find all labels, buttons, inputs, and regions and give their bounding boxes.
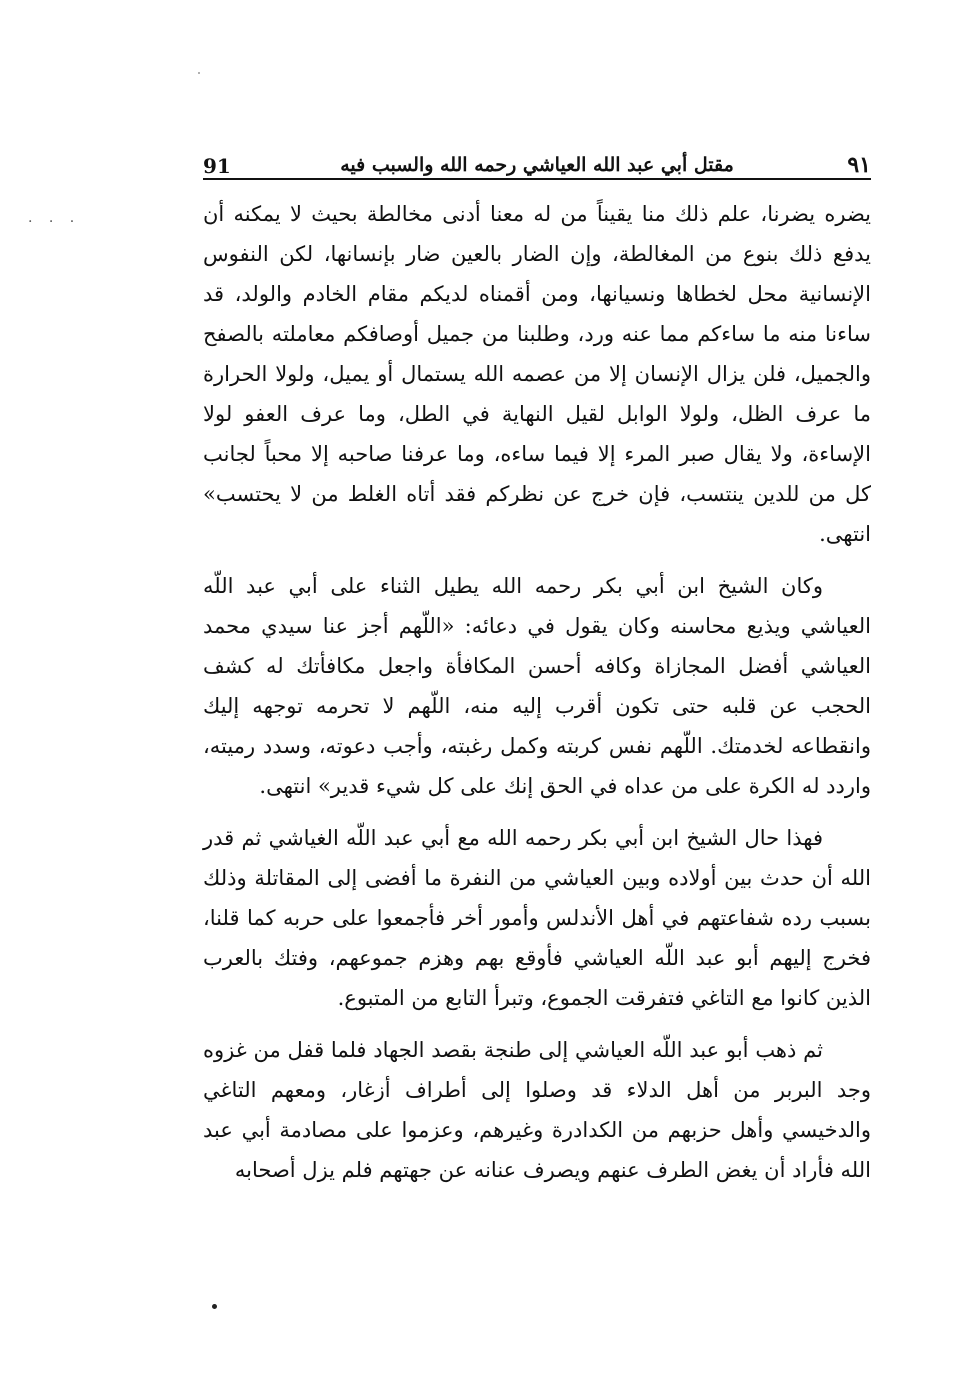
speck-mark xyxy=(198,72,200,74)
paragraph-1: يضره يضرنا، علم ذلك منا يقيناً من له معنا أدنى مخالطة بحيث لا يمكنه أن يدفع ذلك بنوع من المغالطة، وإن الضار بالعين ضار بإنسانها، لكن النفوس الإنسانية محل لخطاها ونسيانها، ومن أقمناه لديكم مقام الخادم والولد، قد ساءنا منه ما ساءكم مما عنه ورد، وطلبنا من جميل أوصافكم معاملته بالصفح والجميل، فلن يزال الإنسان إلا من عصمه الله يستمال أو يميل، ولولا الحرارة ما عرف الظل، ولولا الوابل لقيل النهاية في الطل، وما عرف العفو لولا الإساءة، ولا يقال صبر المرء إلا فيما ساءه، وما عرفنا صاحبه إلا محباً لجانب كل من للدين ينتسب، فإن خرج عن نظركم فقد أتاه الغلط من لا يحتسب» انتهى. xyxy=(203,202,871,546)
page-number-arabic: ٩١ xyxy=(847,152,871,178)
paragraph-2: وكان الشيخ ابن أبي بكر رحمه الله يطيل الثناء على أبي عبد اللّه العياشي ويذيع محاسنه وكان يقول في دعائه: «اللّهم أجز عنا سيدي محمد العياشي أفضل المجازاة وكافه أحسن المكافأة واجعل مكافأتك له كشف الحجب عن قلبه حتى تكون أقرب إليه منه، اللّهم لا تحرمه توجهه إليك وانقطاعه لخدمتك. اللّهم نفس كربته وكمل رغبته، وأجب دعوته، وسدد رميته، واردد له الكرة على من عداه في الحق إنك على كل شيء قدير» انتهى. xyxy=(203,574,871,798)
running-title: مقتل أبي عبد الله العياشي رحمه الله والسبب فيه xyxy=(340,154,734,176)
body-text xyxy=(203,194,871,1202)
paragraph-3: فهذا حال الشيخ ابن أبي بكر رحمه الله مع أبي عبد اللّه الغياشي ثم قدر الله أن حدث بين أولاده وبين العياشي من النفرة ما أفضى إلى المقاتلة وذلك بسبب رده شفاعتهم في أهل الأندلس وأمور أخر فأجمعوا على حربه كما قلنا، فخرج إليهم أبو عبد اللّه العياشي فأوقع بهم وهزم جموعهم، وفتك بالعرب الذين كانوا مع التاغي فتفرقت الجموع، وتبرأ التابع من المتبوع. xyxy=(203,826,871,1010)
paragraph-4: ثم ذهب أبو عبد اللّه العياشي إلى طنجة بقصد الجهاد فلما قفل من غزوه وجد البربر من أهل الدلاء قد وصلوا إلى أطراف أزغار، ومعهم التاغي والدخيسي وأهل حزبهم من الكدادرة وغيرهم، وعزموا على مصادمة أبي عبد الله فأراد أن يغض الطرف عنهم ويصرف عنانه عن جهتهم فلم يزل أصحابه xyxy=(203,1038,871,1182)
page-number-latin: 91 xyxy=(203,154,231,178)
speck-mark-bottom xyxy=(212,1304,217,1309)
margin-marks: . . . xyxy=(28,210,81,226)
running-header xyxy=(203,150,871,180)
header-rule xyxy=(203,178,871,180)
